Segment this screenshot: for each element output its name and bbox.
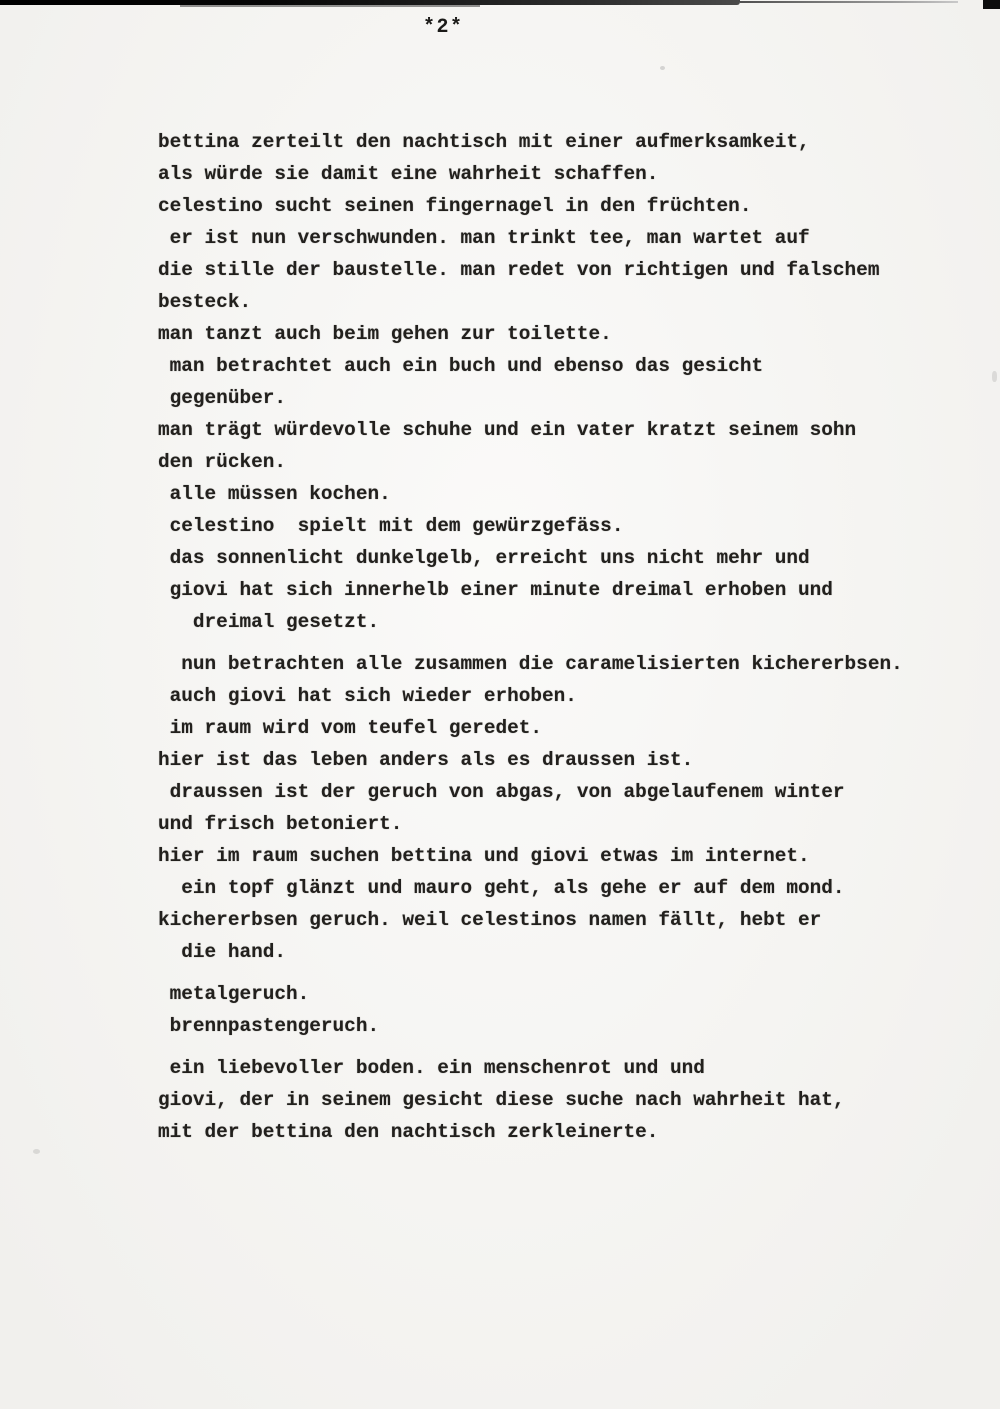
scan-artifact-top-band-corner bbox=[983, 0, 1000, 9]
text-line: mit der bettina den nachtisch zerkleinerte. bbox=[158, 1121, 659, 1143]
text-line: alle müssen kochen. bbox=[158, 483, 391, 505]
text-line: man betrachtet auch ein buch und ebenso das gesicht bbox=[158, 355, 764, 377]
text-line: gegenüber. bbox=[158, 387, 286, 409]
scan-artifact-top-band-middle bbox=[740, 1, 958, 3]
page-number: *2* bbox=[423, 16, 464, 39]
text-line: hier ist das leben anders als es draussen ist. bbox=[158, 749, 694, 771]
text-line: ein liebevoller boden. ein menschenrot und und bbox=[158, 1057, 705, 1079]
text-line: dreimal gesetzt. bbox=[158, 611, 380, 633]
text-line: im raum wird vom teufel geredet. bbox=[158, 717, 542, 739]
text-line: ein topf glänzt und mauro geht, als gehe er auf dem mond. bbox=[158, 877, 845, 899]
text-line: auch giovi hat sich wieder erhoben. bbox=[158, 685, 577, 707]
text-line: celestino spielt mit dem gewürzgefäss. bbox=[158, 515, 624, 537]
text-line: das sonnenlicht dunkelgelb, erreicht uns nicht mehr und bbox=[158, 547, 810, 569]
text-line: hier im raum suchen bettina und giovi etwas im internet. bbox=[158, 845, 810, 867]
text-line: brennpastengeruch. bbox=[158, 1015, 380, 1037]
text-line: als würde sie damit eine wahrheit schaffen. bbox=[158, 163, 659, 185]
text-line: metalgeruch. bbox=[158, 983, 310, 1005]
text-line: die stille der baustelle. man redet von richtigen und falschem bbox=[158, 259, 880, 281]
scan-speck bbox=[33, 1149, 40, 1154]
text-line: nun betrachten alle zusammen die caramelisierten kichererbsen. bbox=[158, 653, 903, 675]
text-line: kichererbsen geruch. weil celestinos namen fällt, hebt er bbox=[158, 909, 822, 931]
text-line: er ist nun verschwunden. man trinkt tee, man wartet auf bbox=[158, 227, 810, 249]
scan-speck bbox=[992, 371, 997, 382]
text-line: draussen ist der geruch von abgas, von abgelaufenem winter bbox=[158, 781, 845, 803]
text-line: giovi, der in seinem gesicht diese suche nach wahrheit hat, bbox=[158, 1089, 845, 1111]
text-line: man trägt würdevolle schuhe und ein vater kratzt seinem sohn bbox=[158, 419, 857, 441]
text-line: giovi hat sich innerhelb einer minute dreimal erhoben und bbox=[158, 579, 833, 601]
scan-artifact-top-band-left bbox=[0, 0, 740, 5]
text-line: man tanzt auch beim gehen zur toilette. bbox=[158, 323, 612, 345]
text-line: den rücken. bbox=[158, 451, 286, 473]
text-line: und frisch betoniert. bbox=[158, 813, 403, 835]
text-line: celestino sucht seinen fingernagel in den früchten. bbox=[158, 195, 752, 217]
text-line: besteck. bbox=[158, 291, 252, 313]
scan-speck bbox=[660, 66, 665, 70]
text-line: bettina zerteilt den nachtisch mit einer aufmerksamkeit, bbox=[158, 131, 810, 153]
text-line: die hand. bbox=[158, 941, 286, 963]
body-text bbox=[158, 126, 968, 1148]
